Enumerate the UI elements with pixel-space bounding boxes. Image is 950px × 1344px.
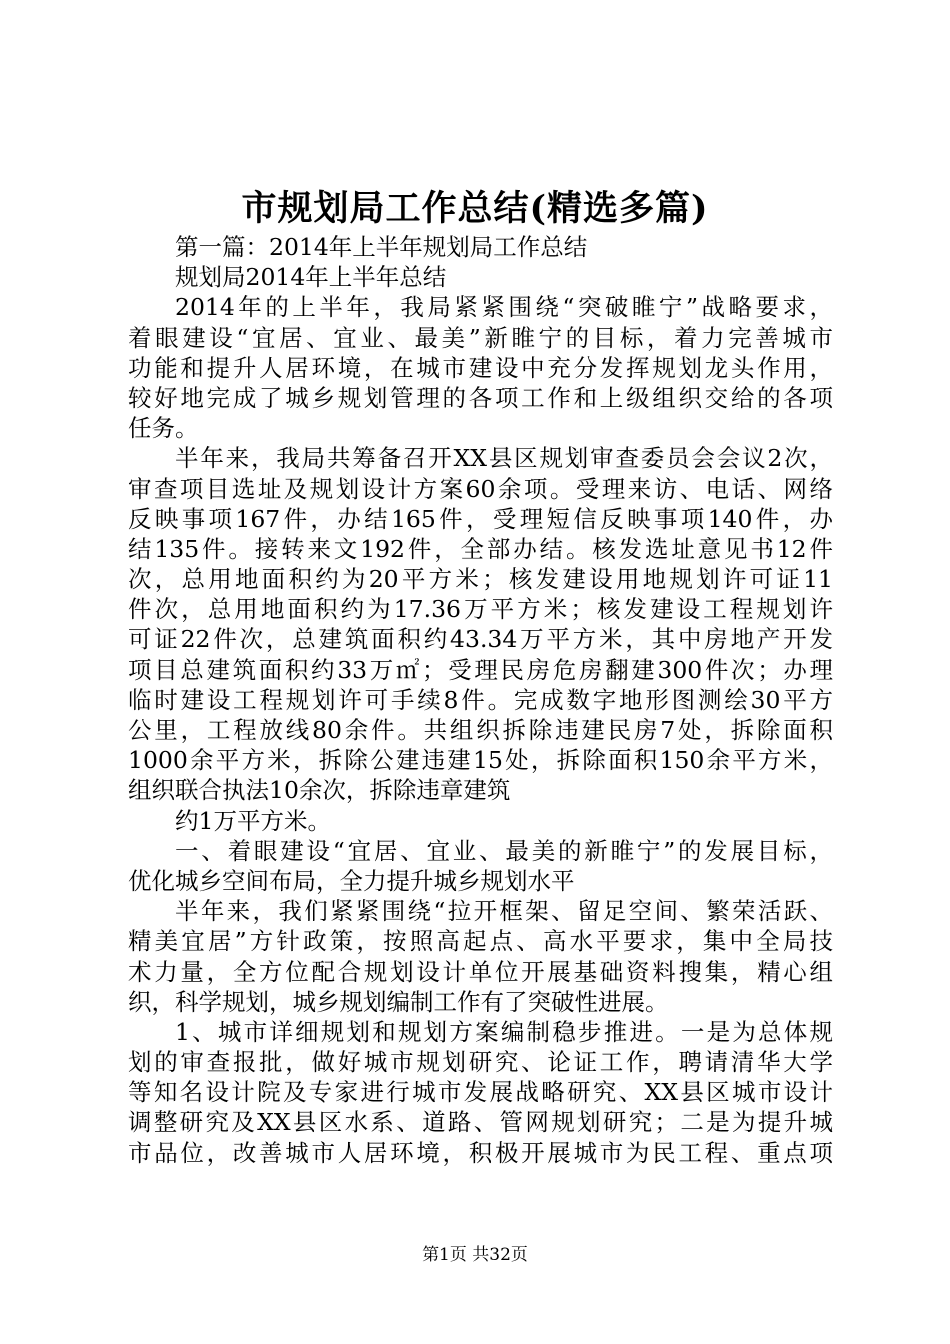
text-line: 公里，工程放线80余件。共组织拆除违建民房7处，拆除面积 <box>128 716 833 744</box>
text-line: 调整研究及XX县区水系、道路、管网规划研究；二是为提升城 <box>128 1108 833 1137</box>
text-line: 项目总建筑面积约33万㎡；受理民房危房翻建300件次；办理 <box>128 655 833 684</box>
text-line: 织，科学规划，城乡规划编制工作有了突破性进展。 <box>128 987 669 1016</box>
text-line: 结135件。接转来文192件，全部办结。核发选址意见书12件 <box>128 534 833 563</box>
text-line: 临时建设工程规划许可手续8件。完成数字地形图测绘30平方 <box>128 685 833 714</box>
text-line: 件次，总用地面积约为17.36万平方米；核发建设工程规划许 <box>128 595 833 624</box>
document-title: 市规划局工作总结(精选多篇) <box>241 188 709 229</box>
text-line: 规划局2014年上半年总结 <box>175 263 447 292</box>
text-line: 半年来，我们紧紧围绕“拉开框架、留足空间、繁荣活跃、 <box>175 897 833 926</box>
text-line: 第一篇：2014年上半年规划局工作总结 <box>175 233 588 261</box>
text-line: 1、城市详细规划和规划方案编制稳步推进。一是为总体规 <box>175 1017 833 1046</box>
text-line: 半年来，我局共筹备召开XX县区规划审查委员会会议2次， <box>175 444 833 473</box>
text-line: 着眼建设“宜居、宜业、最美”新睢宁的目标，着力完善城市 <box>128 323 833 352</box>
text-line: 等知名设计院及专家进行城市发展战略研究、XX县区城市设计 <box>128 1078 833 1107</box>
text-line: 约1万平方米。 <box>175 806 331 835</box>
text-line: 反映事项167件，办结165件，受理短信反映事项140件，办 <box>128 504 833 533</box>
text-line: 划的审查报批，做好城市规划研究、论证工作，聘请清华大学 <box>128 1048 833 1077</box>
text-line: 次，总用地面积约为20平方米；核发建设用地规划许可证11 <box>128 565 833 594</box>
text-line: 市品位，改善城市人居环境，积极开展城市为民工程、重点项 <box>128 1138 833 1167</box>
text-line: 组织联合执法10余次，拆除违章建筑 <box>128 776 511 805</box>
text-line: 可证22件次，总建筑面积约43.34万平方米，其中房地产开发 <box>128 625 833 654</box>
text-line: 精美宜居”方针政策，按照高起点、高水平要求，集中全局技 <box>128 927 833 956</box>
text-line: 审查项目选址及规划设计方案60余项。受理来访、电话、网络 <box>128 474 833 503</box>
text-line: 术力量，全方位配合规划设计单位开展基础资料搜集，精心组 <box>128 957 833 986</box>
text-line: 1000余平方米，拆除公建违建15处，拆除面积150余平方米， <box>128 746 833 775</box>
text-line: 较好地完成了城乡规划管理的各项工作和上级组织交给的各项 <box>128 383 833 412</box>
document-body <box>128 232 833 1168</box>
page-footer: 第1页 共32页 <box>422 1245 528 1265</box>
text-line: 2014年的上半年，我局紧紧围绕“突破睢宁”战略要求， <box>175 293 833 322</box>
text-line: 优化城乡空间布局，全力提升城乡规划水平 <box>128 866 575 895</box>
text-line: 功能和提升人居环境，在城市建设中充分发挥规划龙头作用， <box>128 353 833 382</box>
text-line: 任务。 <box>128 414 199 443</box>
text-line: 一、着眼建设“宜居、宜业、最美的新睢宁”的发展目标， <box>175 836 833 865</box>
